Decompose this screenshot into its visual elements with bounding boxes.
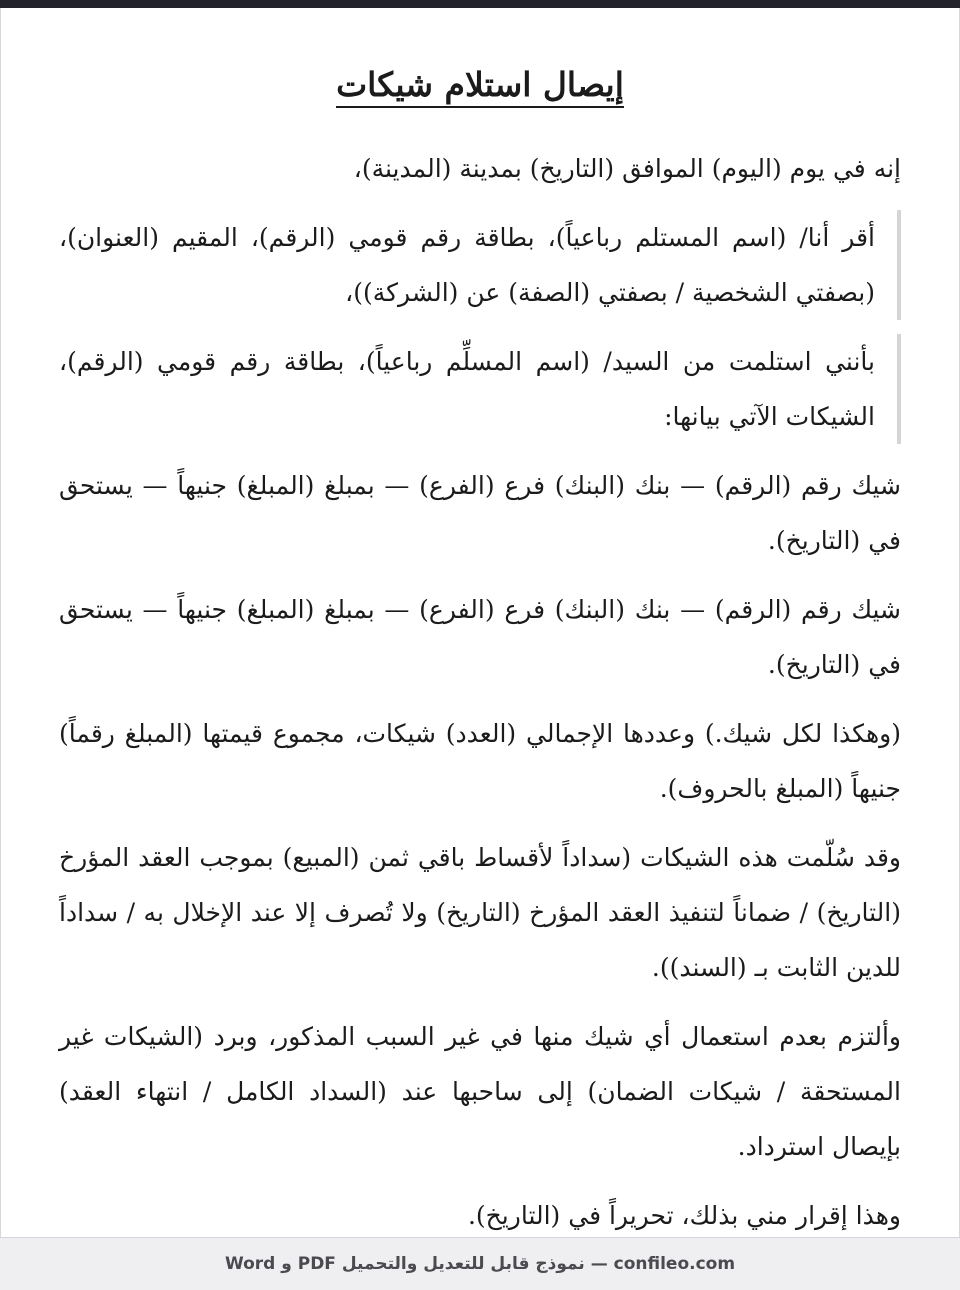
document-body: [1, 64, 959, 1243]
footer-text: confileo.com — نموذج قابل للتعديل والتحميل PDF و Word: [224, 1254, 736, 1274]
document-title: [59, 64, 901, 107]
document-page: [0, 8, 960, 1290]
top-accent-bar: [0, 0, 960, 8]
paragraph-received-from: بأنني استلمت من السيد/ (اسم المسلِّم رباعياً)، بطاقة رقم قومي (الرقم)، الشيكات الآتي بيانها:: [59, 334, 901, 444]
footer-banner: [0, 1237, 960, 1290]
paragraph-cheque-purpose: وقد سُلّمت هذه الشيكات (سداداً لأقساط باقي ثمن (المبيع) بموجب العقد المؤرخ (التاريخ) / ضماناً لتنفيذ العقد المؤرخ (التاريخ) ولا تُصرف إلا عند الإخلال به / سداداً للدين الثابت بـ (السند)).: [59, 842, 901, 982]
paragraph-cheque-1: شيك رقم (الرقم) — بنك (البنك) فرع (الفرع) — بمبلغ (المبلغ) جنيهاً — يستحق في (التاريخ).: [59, 470, 901, 555]
paragraph-cheque-total: (وهكذا لكل شيك.) وعددها الإجمالي (العدد) شيكات، مجموع قيمتها (المبلغ رقماً) جنيهاً (المبلغ بالحروف).: [59, 718, 901, 803]
document-title-text: إيصال استلام شيكات: [336, 65, 624, 108]
paragraph-recipient-declaration: أقر أنا/ (اسم المستلم رباعياً)، بطاقة رقم قومي (الرقم)، المقيم (العنوان)، (بصفتي الشخصية / بصفتي (الصفة) عن (الشركة))،: [59, 210, 901, 320]
paragraph-date-location: إنه في يوم (اليوم) الموافق (التاريخ) بمدينة (المدينة)،: [353, 153, 901, 183]
paragraph-commitment: وألتزم بعدم استعمال أي شيك منها في غير السبب المذكور، وبرد (الشيكات غير المستحقة / شيكات الضمان) إلى ساحبها عند (السداد الكامل / انتهاء العقد) بإيصال استرداد.: [59, 1021, 901, 1161]
paragraph-cheque-2: شيك رقم (الرقم) — بنك (البنك) فرع (الفرع) — بمبلغ (المبلغ) جنيهاً — يستحق في (التاريخ).: [59, 594, 901, 679]
paragraph-closing: وهذا إقرار مني بذلك، تحريراً في (التاريخ).: [467, 1200, 901, 1230]
